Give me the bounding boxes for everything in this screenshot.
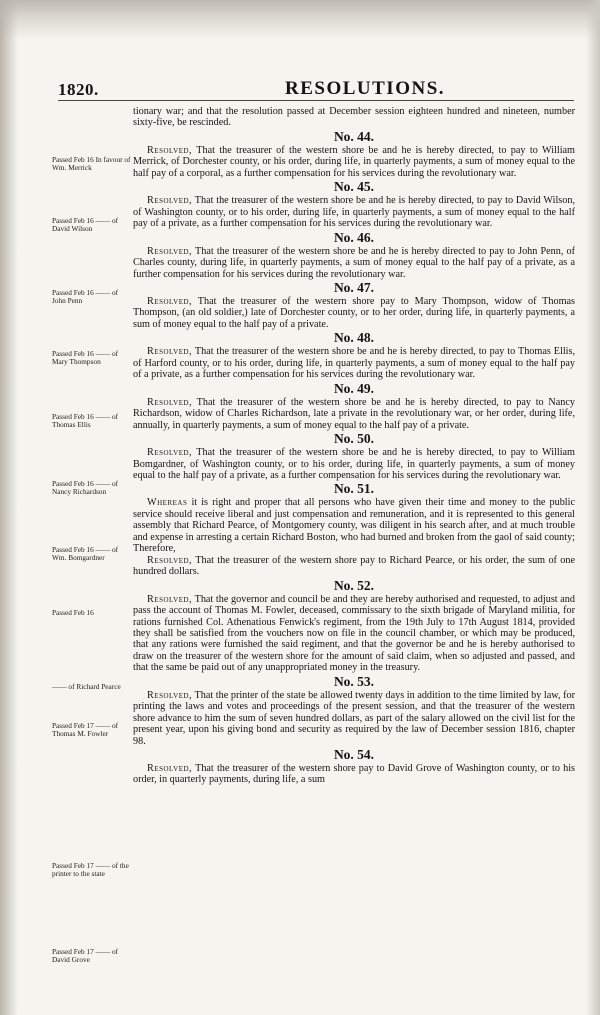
margin-note-47: Passed Feb 16 —— of Mary Thompson xyxy=(52,349,119,367)
margin-note-54: Passed Feb 17 —— of David Grove xyxy=(52,947,119,965)
resolution-54 xyxy=(133,763,575,786)
resolution-number-53: No. 53. xyxy=(333,673,375,689)
resolution-text: That the treasurer of the western shore be and he is hereby directed to pay to John Penn, of Charles county, during life, in quarterly payments, a sum of money equal to the half pay of a private, as a further compensation for his services during the revolutionary war. xyxy=(133,245,575,280)
resolution-text: That the treasurer of the western shore be and he is hereby directed, to pay to Nancy Richardson, widow of Charles Richardson, late a private in the revolutionary war, or her order, during life, annually, in quarterly payments, a sum of money equal to the half pay of a private. xyxy=(133,396,575,431)
margin-note-46: Passed Feb 16 —— of John Penn xyxy=(52,288,119,306)
resolution-text: That the treasurer of the western shore pay to David Grove of Washington county, or to his order, in quarterly payments, during life, a sum xyxy=(133,763,575,786)
margin-note-44: Passed Feb 16 In favour of Wm. Merrick xyxy=(52,155,131,173)
margin-note-48: Passed Feb 16 —— of Thomas Ellis xyxy=(52,412,119,430)
margin-note-51: Passed Feb 16 xyxy=(52,608,94,617)
resolution-47 xyxy=(133,296,575,330)
page-title: RESOLUTIONS. xyxy=(285,78,446,99)
lead-word: Resolved, xyxy=(147,295,193,307)
resolution-text: That the treasurer of the western shore pay to Richard Pearce, or his order, the sum of one hundred dollars. xyxy=(133,554,575,578)
resolution-text: That the printer of the state be allowed twenty days in addition to the time limited by law, for printing the laws and votes and proceedings of the present session, and that the treasurer of the western shore advance to him the sum of seven hundred dollars, as part of the salary allowed on the civil list for the present year, upon his giving bond and security as required by the law of December session 1816, chapter 98. xyxy=(133,689,575,747)
resolution-number-47: No. 47. xyxy=(333,279,375,295)
resolution-number-48: No. 48. xyxy=(333,330,375,346)
margin-note-51b: —— of Richard Pearce xyxy=(52,682,121,691)
lead-word: Resolved, xyxy=(147,763,193,775)
resolution-number-49: No. 49. xyxy=(333,380,375,396)
resolution-number-52: No. 52. xyxy=(333,577,375,593)
lead-word: Resolved, xyxy=(147,554,193,566)
resolution-52 xyxy=(133,594,575,674)
resolutions-body xyxy=(133,106,575,786)
resolution-text: That the treasurer of the western shore be and he is hereby directed, to pay to William Merrick, of Dorchester county, or his order, during life, in quarterly payments, a sum of money equal to the half pay of a corporal, as a further compensation for his services during the revolutionary war. xyxy=(133,144,575,179)
resolution-48 xyxy=(133,346,575,380)
lead-word: Resolved, xyxy=(147,593,193,605)
lead-word: Resolved, xyxy=(147,396,193,408)
lead-word: Whereas xyxy=(147,497,188,509)
lead-word: Resolved, xyxy=(147,447,193,459)
lead-word: Resolved, xyxy=(147,689,193,701)
resolution-text: That the treasurer of the western shore be and he is hereby directed, to pay to Thomas Ellis, of Harford county, or to his order, during life, in quarterly payments, a sum of money equal to the half pay of a private, as a further compensation for his services during the revolutionary war. xyxy=(133,346,575,381)
resolution-text: That the treasurer of the western shore pay to Mary Thompson, widow of Thomas Thompson, (an old soldier,) late of Dorchester county, or to her order, during life, in quarterly payments, a sum of money equal to the half pay of a private. xyxy=(133,295,575,330)
intro-paragraph: tionary war; and that the resolution passed at December session eighteen hundred and nineteen, number sixty-five, be rescinded. xyxy=(133,106,575,129)
margin-note-49: Passed Feb 16 —— of Nancy Richardson xyxy=(52,479,119,497)
resolution-53 xyxy=(133,690,575,747)
resolution-text: That the treasurer of the western shore be and he is hereby directed, to pay to David Wilson, of Washington county, or to his order, during life, in quarterly payments, a sum of money equal to the half pay of a private, as a further compensation for his services during the revolutionary war. xyxy=(133,195,575,230)
page-year: 1820. xyxy=(58,80,99,99)
resolution-number-44: No. 44. xyxy=(333,128,375,144)
lead-word: Resolved, xyxy=(147,195,193,207)
margin-note-53: Passed Feb 17 —— of the printer to the state xyxy=(52,861,129,879)
resolution-number-45: No. 45. xyxy=(333,179,375,195)
scan-edge-right xyxy=(586,0,600,1015)
margin-note-50: Passed Feb 16 —— of Wm. Bomgardner xyxy=(52,545,119,563)
resolution-46 xyxy=(133,246,575,280)
lead-word: Resolved, xyxy=(147,144,193,156)
resolution-text: That the governor and council be and they are hereby authorised and requested, to adjust and pass the account of Thomas M. Fowler, deceased, commissary to the sixth brigade of Maryland militia, for rations furnished Col. Athenatious Fenwick's regiment, from the 19th July to 17th August 1814, provided they shall be satisfied from the vouchers now on file in the council chamber, or which may be produced, that any rations were furnished the said regiment, and that the governor be and he is hereby authorised to draw on the treasurer of the western shore for the amount of said claim, when so adjusted and passed, and that the same be paid out of any unappropriated money in the treasury. xyxy=(133,593,575,674)
margin-note-45: Passed Feb 16 —— of David Wilson xyxy=(52,216,119,234)
resolution-51 xyxy=(133,497,575,577)
running-header xyxy=(0,78,600,102)
resolution-49 xyxy=(133,397,575,431)
resolution-text: That the treasurer of the western shore be and he is hereby directed, to pay to William Bomgardner, of Washington county, or to his order, during life, in quarterly payments, a sum of money equal to the half pay of a private, as a further compensation for his services during the revolutionary war. xyxy=(133,447,575,481)
margin-note-52: Passed Feb 17 —— of Thomas M. Fowler xyxy=(52,721,119,739)
resolution-text: it is right and proper that all persons who have given their time and money to the public service should receive liberal and just compensation and remuneration, and it is represented to this general assembly that Richard Pearce, of Montgomery county, was diligent in his search after, and at much trouble and expense in arresting a certain Richard Boston, who had burned and broken from the gaol of said county; Therefore, xyxy=(133,497,575,555)
resolution-number-54: No. 54. xyxy=(333,747,375,763)
resolution-number-51: No. 51. xyxy=(333,481,375,497)
resolution-45 xyxy=(133,195,575,229)
resolution-number-46: No. 46. xyxy=(333,229,375,245)
resolution-44 xyxy=(133,145,575,179)
header-rule xyxy=(58,100,574,101)
resolution-number-50: No. 50. xyxy=(333,431,375,447)
lead-word: Resolved, xyxy=(147,245,193,257)
lead-word: Resolved, xyxy=(147,346,193,358)
scan-edge-left xyxy=(0,0,18,1015)
scan-edge-top xyxy=(0,0,600,40)
resolution-50 xyxy=(133,447,575,481)
